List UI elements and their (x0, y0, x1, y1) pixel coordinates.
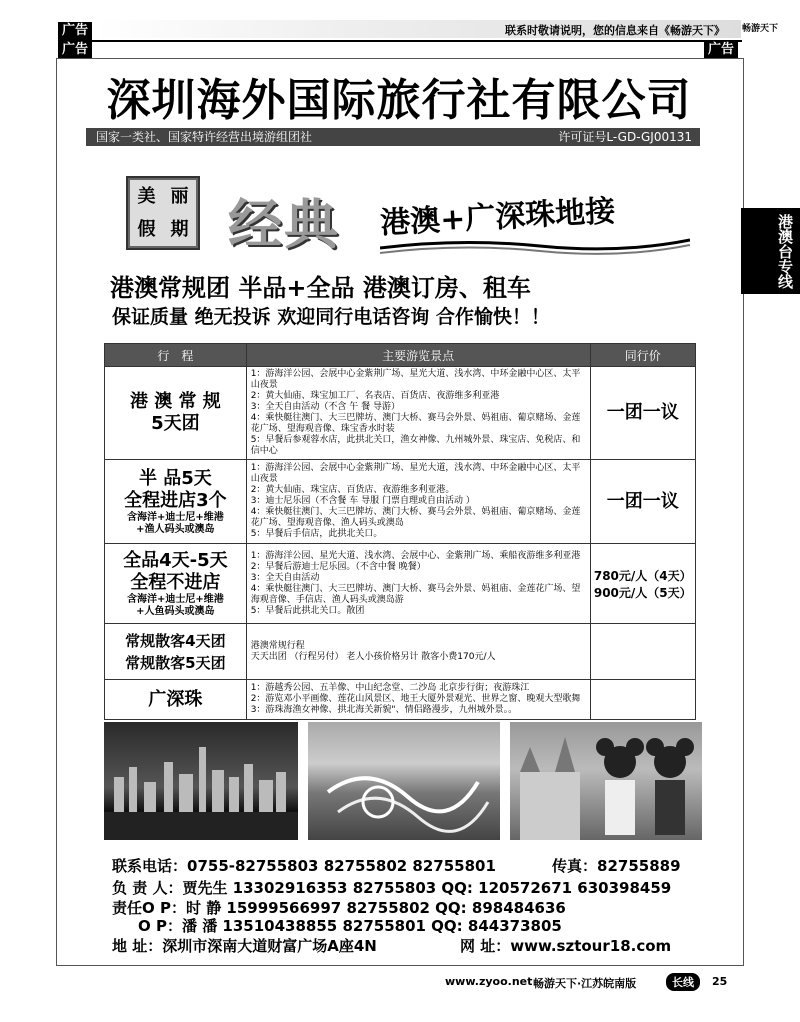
banner-slogan: 港澳+广深珠地接 (379, 193, 617, 242)
sight-line: 3：全天自由活动 (250, 572, 320, 583)
table-header-row (105, 344, 696, 367)
sights-cell (246, 367, 590, 460)
rollercoaster-icon (308, 722, 500, 840)
sight-line: 4：乘快艇往澳门、大三巴牌坊、澳门大桥、赛马会外景、妈祖庙、葡京赌场、金莲花广场、望海观音像、渔人码头或澳岛 (250, 507, 581, 528)
fax-value: 82755889 (597, 857, 681, 875)
price-text: 一团一议 (606, 402, 679, 423)
route-sub: +渔人码头或澳岛 (136, 523, 215, 535)
fax-label: 传真： (552, 857, 598, 875)
route-cell (105, 624, 247, 680)
route-title: 全品4天-5天 (123, 549, 228, 571)
holiday-badge (126, 176, 200, 250)
contact-tel-row (112, 856, 496, 876)
company-desc: 国家一类社、国家特许经营出境游组团社 (96, 130, 313, 144)
headline-services: 港澳常规团 半品+全品 港澳订房、租车 (110, 274, 531, 302)
op1-value: 时 静 15999566997 82755802 QQ: 898484636 (185, 899, 566, 917)
sight-line: 4：乘快艇往澳门、大三巴牌坊、澳门大桥、赛马会外景、妈祖庙、葡京赌场、金莲花广场、望海观音像、珠宝香水时装 (250, 413, 581, 434)
contact-manager-row (112, 878, 671, 898)
route-cell (105, 367, 247, 460)
manager-label: 负 责 人： (112, 879, 183, 897)
side-tab: 港澳台专线 (741, 208, 800, 294)
contact-op2-row (138, 916, 562, 936)
contact-web-row (460, 936, 671, 956)
route-title: 常规散客5天团 (125, 653, 226, 672)
price-text: 900元/人（5天） (593, 585, 692, 600)
sight-line: 1：游海洋公园、会展中心金紫荆广场、星光大道、浅水湾、中环金融中心区、太平山夜景 (250, 369, 581, 390)
address-value: 深圳市深南大道财富广场A座4N (162, 937, 377, 955)
tel-label: 联系电话： (112, 857, 188, 875)
route-title: 广深珠 (148, 688, 203, 710)
route-title: 半 品5天 (138, 467, 212, 489)
price-cell (590, 460, 696, 544)
route-title: 全程进店3个 (124, 489, 227, 511)
route-title: 常规散客4天团 (125, 631, 226, 650)
op2-value: 潘 潘 13510438855 82755801 QQ: 844373805 (181, 917, 562, 935)
notice-text: 联系时敬请说明，您的信息来自《畅游天下》 (505, 24, 725, 37)
ad-label-left: 广告 (58, 41, 92, 59)
route-cell (105, 680, 247, 720)
company-name: 深圳海外国际旅行社有限公司 (106, 75, 692, 126)
table-row (105, 367, 696, 460)
route-title: 全程不进店 (130, 571, 221, 593)
price-cell (590, 367, 696, 460)
col-header-route: 行 程 (105, 344, 247, 367)
sight-line: 3：全天自由活动（不含 午 餐 导游） (250, 402, 401, 412)
photo-ocean-park (308, 722, 500, 840)
badge-char: 丽 (163, 180, 196, 213)
op2-label: O P： (138, 917, 182, 935)
sight-line: 2：黄大仙庙、珠宝加工厂、名表店、百货店、夜游维多利亚港 (250, 391, 500, 401)
sight-line: 2：黄大仙庙、珠宝店、百货店、夜游维多利亚港。 (250, 485, 455, 495)
sight-line: 5：早餐后此拱北关口。散团 (250, 605, 365, 616)
table-row (105, 680, 696, 720)
footer-section-badge: 长线 (666, 973, 700, 991)
badge-char: 美 (130, 180, 163, 213)
castle-icon (510, 722, 702, 840)
route-cell (105, 544, 247, 624)
sights-cell (246, 680, 590, 720)
badge-char: 假 (130, 213, 163, 246)
route-sub: 含海洋+迪士尼+维港 (126, 593, 224, 605)
route-sub: +人鱼码头或澳岛 (136, 605, 215, 617)
sight-line: 4：乘快艇往澳门、大三巴牌坊、澳门大桥、赛马会外景、妈祖庙、金莲花广场、望海观音像、手信店、渔人码头或澳岛游 (250, 583, 581, 605)
footer-site[interactable]: www.zyoo.net (445, 975, 533, 988)
sight-line: 3：游珠海渔女神像、拱北海关新貌"、情侣路漫步，九州城外景。。 (250, 705, 518, 715)
sight-line: 1：游越秀公园、五羊像、中山纪念堂、二沙岛 北京步行街；夜游珠江 (250, 683, 530, 693)
magazine-logo: 畅游天下 (742, 24, 779, 34)
sight-line: 3：迪士尼乐园（不含餐 车 导服 门票自理或自由活动 ） (250, 496, 475, 506)
web-label: 网 址： (460, 937, 511, 955)
sights-cell (246, 624, 590, 680)
route-title: 港 澳 常 规 (129, 391, 221, 412)
headline-quality: 保证质量 绝无投诉 欢迎同行电话咨询 合作愉快！！ (112, 306, 550, 328)
photo-disneyland (510, 722, 702, 840)
contact-address-row (112, 936, 377, 956)
sight-line: 1：游海洋公园、会展中心金紫荆广场、星光大道，浅水湾、中环金融中心区、太平山夜景 (250, 463, 581, 484)
sight-line: 2：早餐后游迪士尼乐园。（不含中餐 晚餐） (250, 561, 426, 572)
tour-table (104, 343, 696, 720)
sight-line: 5：早餐后参观蓉水店，此拱北关口，渔女神像、九州城外景、珠宝店、免税店、和信中心 (250, 435, 581, 456)
route-sub: 含海洋+迪士尼+维港 (126, 511, 224, 523)
web-link[interactable]: www.sztour18.com (510, 937, 672, 955)
sight-line: 天天出团 （行程另付） 老人小孩价格另计 散客小费170元/人 (250, 651, 496, 662)
price-text: 780元/人（4天） (593, 568, 692, 583)
price-cell (590, 544, 696, 624)
company-bar (86, 128, 700, 146)
price-cell (590, 680, 696, 720)
contact-fax-row (552, 856, 681, 876)
contact-op1-row (112, 898, 566, 918)
ad-label-right: 广告 (704, 41, 738, 59)
footer-magazine: 畅游天下·江苏皖南版 (533, 977, 637, 990)
header-rule (58, 40, 742, 42)
license-number: 许可证号L-GD-GJ00131 (558, 130, 692, 144)
price-cell (590, 624, 696, 680)
address-label: 地 址： (112, 937, 163, 955)
table-row (105, 624, 696, 680)
op1-label: 责任O P： (112, 899, 186, 917)
classic-title: 经典 (228, 192, 340, 256)
sights-cell (246, 460, 590, 544)
table-row (105, 544, 696, 624)
tel-value: 0755-82755803 82755802 82755801 (187, 857, 496, 875)
col-header-price: 同行价 (590, 344, 696, 367)
badge-char: 期 (163, 213, 196, 246)
price-text: 一团一议 (606, 490, 679, 512)
sight-line: 2：游览邓小平画像、莲花山风景区、地王大厦外景观光、世界之窗、晚观大型歌舞 (250, 694, 581, 704)
col-header-sights: 主要游览景点 (246, 344, 590, 367)
route-cell (105, 460, 247, 544)
wave-decoration (380, 236, 690, 256)
photo-city-skyline (104, 722, 298, 840)
table-row (105, 460, 696, 544)
ad-label-top: 广告 (58, 22, 92, 40)
skyline-icon (104, 722, 298, 840)
route-title: 5天团 (151, 413, 200, 434)
page-number: 25 (712, 975, 728, 988)
sight-line: 港澳常规行程 (250, 640, 305, 651)
sight-line: 1：游海洋公园、星光大道、浅水湾、会展中心、金紫荆广场、乘船夜游维多利亚港 (250, 550, 581, 561)
sights-cell (246, 544, 590, 624)
manager-value: 贾先生 13302916353 82755803 QQ: 120572671 630398459 (182, 879, 672, 897)
sight-line: 5：早餐后手信店，此拱北关口。 (250, 529, 383, 539)
